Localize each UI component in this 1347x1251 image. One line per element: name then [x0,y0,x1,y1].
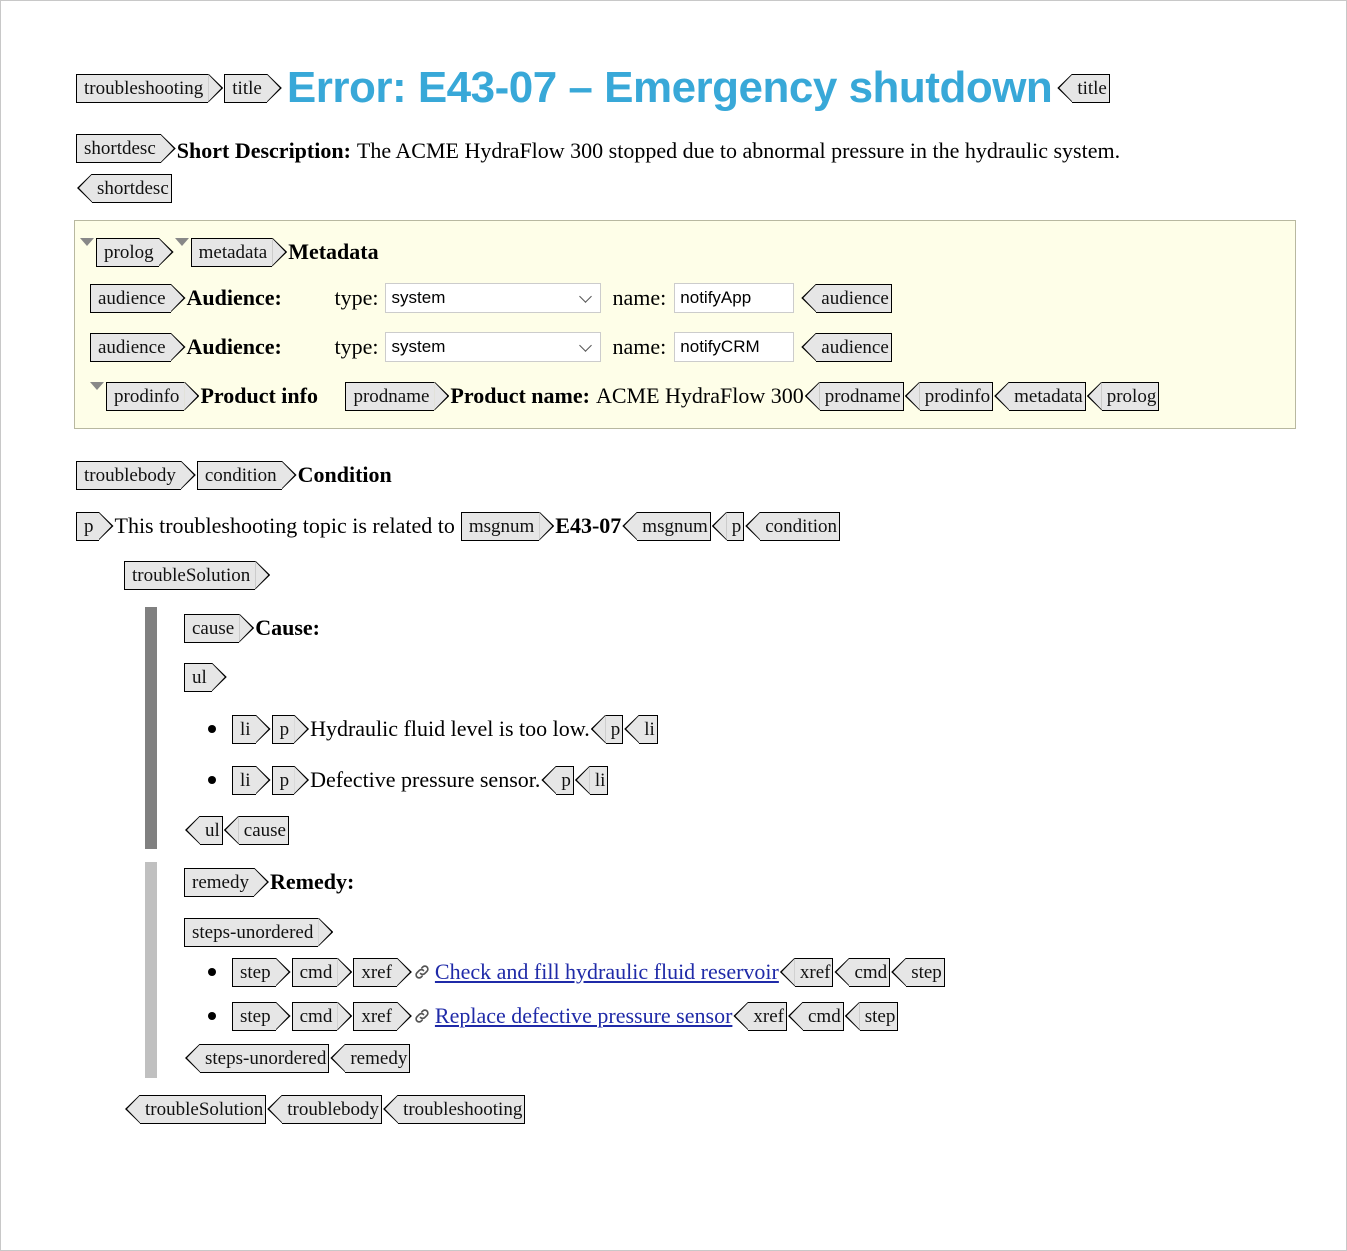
tag-title-close[interactable]: title [1072,74,1110,103]
tag-audience-open[interactable]: audience [90,333,171,362]
audience-type-select[interactable] [385,283,601,313]
step-item [208,999,898,1033]
cause-section-bar [145,607,157,849]
remedy-step-link[interactable]: Replace defective pressure sensor [434,1003,733,1028]
tag-xref-open[interactable]: xref [353,958,397,987]
audience-type-value: system [391,288,446,307]
document-close-row [124,1094,525,1124]
condition-paragraph [76,509,840,543]
tag-title-open[interactable]: title [224,74,267,103]
tag-p-open[interactable]: p [272,715,295,744]
tag-metadata-close[interactable]: metadata [1009,382,1086,411]
condition-heading: Condition [297,462,392,487]
shortdesc-row [76,134,1120,168]
cause-header-row [184,612,320,644]
tag-cmd-close[interactable]: cmd [849,958,890,987]
tag-troublesolution-close[interactable]: troubleSolution [140,1095,266,1124]
shortdesc-close-row [76,173,172,203]
condition-text: This troubleshooting topic is related to [114,513,455,538]
prodname-label: Product name: [450,383,590,408]
audience-name-field[interactable]: notifyApp [674,283,794,313]
name-label: name: [612,285,667,310]
collapse-triangle-icon[interactable] [90,382,104,390]
audience-type-value: system [391,337,446,356]
tag-li-close[interactable]: li [590,766,609,795]
troublesolution-open-row [124,560,271,590]
tag-troublebody-open[interactable]: troublebody [76,461,181,490]
remedy-section-bar [145,862,157,1078]
tag-steps-unordered-open[interactable]: steps-unordered [184,918,318,947]
tag-p-open[interactable]: p [76,512,99,541]
remedy-step-link[interactable]: Check and fill hydraulic fluid reservoir [434,959,779,984]
tag-troublesolution-open[interactable]: troubleSolution [124,561,255,590]
audience-label: Audience: [186,285,282,310]
bullet-icon [208,968,216,976]
audience-row-1 [90,282,892,314]
prolog-header-row [80,236,379,268]
tag-xref-close[interactable]: xref [748,1002,787,1031]
page-title: Error: E43-07 – Emergency shutdown [286,63,1053,112]
tag-prodinfo-close[interactable]: prodinfo [920,382,993,411]
bullet-icon [208,725,216,733]
metadata-heading: Metadata [288,239,379,264]
cause-item-text: Defective pressure sensor. [310,767,541,792]
tag-prolog-open[interactable]: prolog [96,238,159,267]
tag-li-open[interactable]: li [232,766,256,795]
type-label: type: [334,334,379,359]
condition-header-row [76,458,392,492]
cause-close-row [184,815,289,845]
tag-prodinfo-open[interactable]: prodinfo [106,382,184,411]
tag-prodname-close[interactable]: prodname [820,382,904,411]
tag-msgnum-open[interactable]: msgnum [461,512,539,541]
tag-audience-close[interactable]: audience [816,333,892,362]
tag-remedy-close[interactable]: remedy [345,1044,410,1073]
tag-troubleshooting-close[interactable]: troubleshooting [398,1095,525,1124]
tag-ul-open[interactable]: ul [184,663,212,692]
steps-open-row [184,917,334,947]
bullet-icon [208,1012,216,1020]
tag-cmd-open[interactable]: cmd [292,958,338,987]
tag-cmd-close[interactable]: cmd [803,1002,844,1031]
tag-step-open[interactable]: step [232,958,276,987]
title-row [76,60,1110,116]
remedy-header-row [184,866,354,898]
tag-li-open[interactable]: li [232,715,256,744]
tag-li-close[interactable]: li [639,715,658,744]
tag-xref-open[interactable]: xref [353,1002,397,1031]
tag-cmd-open[interactable]: cmd [292,1002,338,1031]
tag-step-close[interactable]: step [860,1002,899,1031]
chevron-down-icon [579,290,592,303]
name-label: name: [612,334,667,359]
bullet-icon [208,776,216,784]
step-item [208,955,945,989]
tag-step-close[interactable]: step [906,958,945,987]
link-icon [413,963,431,981]
tag-step-open[interactable]: step [232,1002,276,1031]
cause-heading: Cause: [255,615,320,640]
collapse-triangle-icon[interactable] [175,238,189,246]
tag-audience-open[interactable]: audience [90,284,171,313]
ul-open-row [184,662,228,692]
tag-shortdesc-close[interactable]: shortdesc [92,174,172,203]
tag-p-close[interactable]: p [727,512,745,541]
shortdesc-label: Short Description: [176,138,351,163]
list-item [208,763,608,797]
tag-troubleshooting-open[interactable]: troubleshooting [76,74,208,103]
tag-remedy-open[interactable]: remedy [184,868,254,897]
tag-prolog-close[interactable]: prolog [1102,382,1160,411]
tag-condition-open[interactable]: condition [197,461,282,490]
type-label: type: [334,285,379,310]
cause-item-text: Hydraulic fluid level is too low. [310,716,590,741]
prodinfo-label: Product info [200,383,318,408]
tag-troublebody-close[interactable]: troublebody [282,1095,382,1124]
tag-prodname-open[interactable]: prodname [345,382,434,411]
tag-audience-close[interactable]: audience [816,284,892,313]
tag-xref-close[interactable]: xref [795,958,834,987]
tag-ul-close[interactable]: ul [200,816,223,845]
tag-msgnum-close[interactable]: msgnum [637,512,710,541]
tag-cause-close[interactable]: cause [239,816,289,845]
link-icon [413,1007,431,1025]
tag-p-close[interactable]: p [606,715,624,744]
msgnum-value: E43-07 [555,513,622,538]
remedy-close-row [184,1043,410,1073]
tag-steps-unordered-close[interactable]: steps-unordered [200,1044,329,1073]
tag-metadata-open[interactable]: metadata [191,238,273,267]
tag-p-open[interactable]: p [272,766,295,795]
tag-shortdesc-open[interactable]: shortdesc [76,134,161,163]
tag-condition-close[interactable]: condition [760,512,840,541]
audience-type-select[interactable] [385,332,601,362]
collapse-triangle-icon[interactable] [80,238,94,246]
tag-p-close[interactable]: p [556,766,574,795]
tag-cause-open[interactable]: cause [184,614,239,643]
audience-label: Audience: [186,334,282,359]
shortdesc-text: The ACME HydraFlow 300 stopped due to abnormal pressure in the hydraulic system. [356,138,1121,163]
list-item [208,712,658,746]
audience-name-field[interactable]: notifyCRM [674,332,794,362]
chevron-down-icon [579,339,592,352]
prodname-value: ACME HydraFlow 300 [595,383,804,408]
audience-row-2 [90,331,892,363]
prodinfo-row [90,380,1159,412]
remedy-heading: Remedy: [269,869,355,894]
